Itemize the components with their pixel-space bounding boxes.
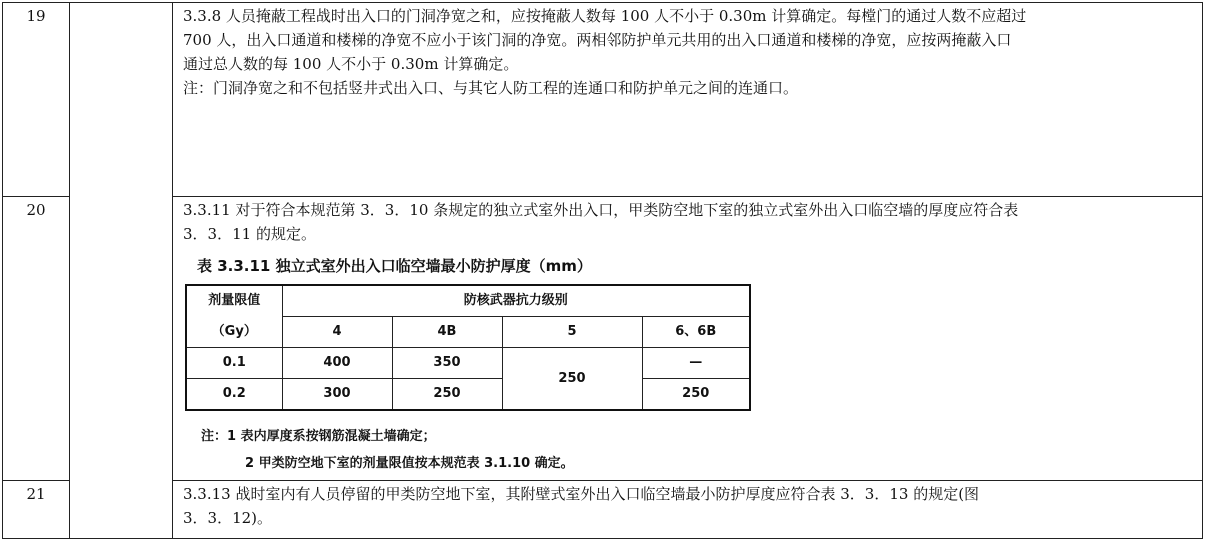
thickness-value: 300 <box>282 379 392 411</box>
clause-text: 3．3．12)。 <box>183 509 273 527</box>
clause-text: 3.3.13 战时室内有人员停留的甲类防空地下室，其附壁式室外出入口临空墙最小防护厚度应符合表 3．3．13 的规定(图 <box>183 485 980 503</box>
clause-text: 3.3.11 对于符合本规范第 3．3．10 条规定的独立式室外出入口，甲类防空地下室的独立式室外出入口临空墙的厚度应符合表 <box>183 201 1019 219</box>
thickness-value: 400 <box>282 348 392 379</box>
clause-text: 通过总人数的每 100 人不小于 0.30m 计算确定。 <box>183 55 519 73</box>
thickness-value: 250 <box>392 379 502 411</box>
row-number-text: 20 <box>26 201 46 219</box>
inner-table-title: 表 3.3.11 独立式室外出入口临空墙最小防护厚度（mm） <box>197 257 592 275</box>
inner-table-row <box>186 379 750 411</box>
row-number <box>3 481 70 539</box>
level-header: 6、6B <box>642 317 750 348</box>
table-row <box>3 197 1203 481</box>
thickness-value: 350 <box>392 348 502 379</box>
resistance-level-header: 防核武器抗力级别 <box>282 285 750 317</box>
dose-header <box>186 285 282 317</box>
table-note: 注：1 表内厚度系按钢筋混凝土墙确定； <box>201 429 436 444</box>
dose-value: 0.2 <box>186 379 282 411</box>
dose-unit-label: （Gy） <box>211 323 257 339</box>
row-number-text: 19 <box>26 7 46 25</box>
clause-cell <box>173 197 1203 481</box>
clause-text: 3．3．11 的规定。 <box>183 225 316 243</box>
dose-value: 0.1 <box>186 348 282 379</box>
thickness-value-merged: 250 <box>502 348 642 411</box>
clause-note: 注：门洞净宽之和不包括竖井式出入口、与其它人防工程的连通口和防护单元之间的连通口。 <box>183 79 799 97</box>
inner-table-row <box>186 348 750 379</box>
dose-header-label: 剂量限值 <box>208 293 261 309</box>
level-header: 5 <box>502 317 642 348</box>
row-number-text: 21 <box>26 485 46 503</box>
dose-unit-header <box>186 317 282 348</box>
clause-cell <box>173 481 1203 539</box>
level-header: 4B <box>392 317 502 348</box>
table-row <box>3 3 1203 197</box>
thickness-value: 250 <box>642 379 750 411</box>
table-note: 2 甲类防空地下室的剂量限值按本规范表 3.1.10 确定。 <box>245 456 574 471</box>
empty-column-cell <box>70 3 173 539</box>
table-notes <box>201 423 1192 477</box>
row-number <box>3 197 70 481</box>
clause-cell <box>173 3 1203 197</box>
thickness-value: — <box>642 348 750 379</box>
regulation-table <box>2 2 1203 539</box>
table-row <box>3 481 1203 539</box>
thickness-table <box>185 284 751 411</box>
row-number <box>3 3 70 197</box>
clause-text: 700 人，出入口通道和楼梯的净宽不应小于该门洞的净宽。两相邻防护单元共用的出入口通道和楼梯的净宽，应按两掩蔽入口 <box>183 31 1012 49</box>
level-header: 4 <box>282 317 392 348</box>
clause-text: 3.3.8 人员掩蔽工程战时出入口的门洞净宽之和，应按掩蔽人数每 100 人不小于 0.30m 计算确定。每樘门的通过人数不应超过 <box>183 7 1027 25</box>
